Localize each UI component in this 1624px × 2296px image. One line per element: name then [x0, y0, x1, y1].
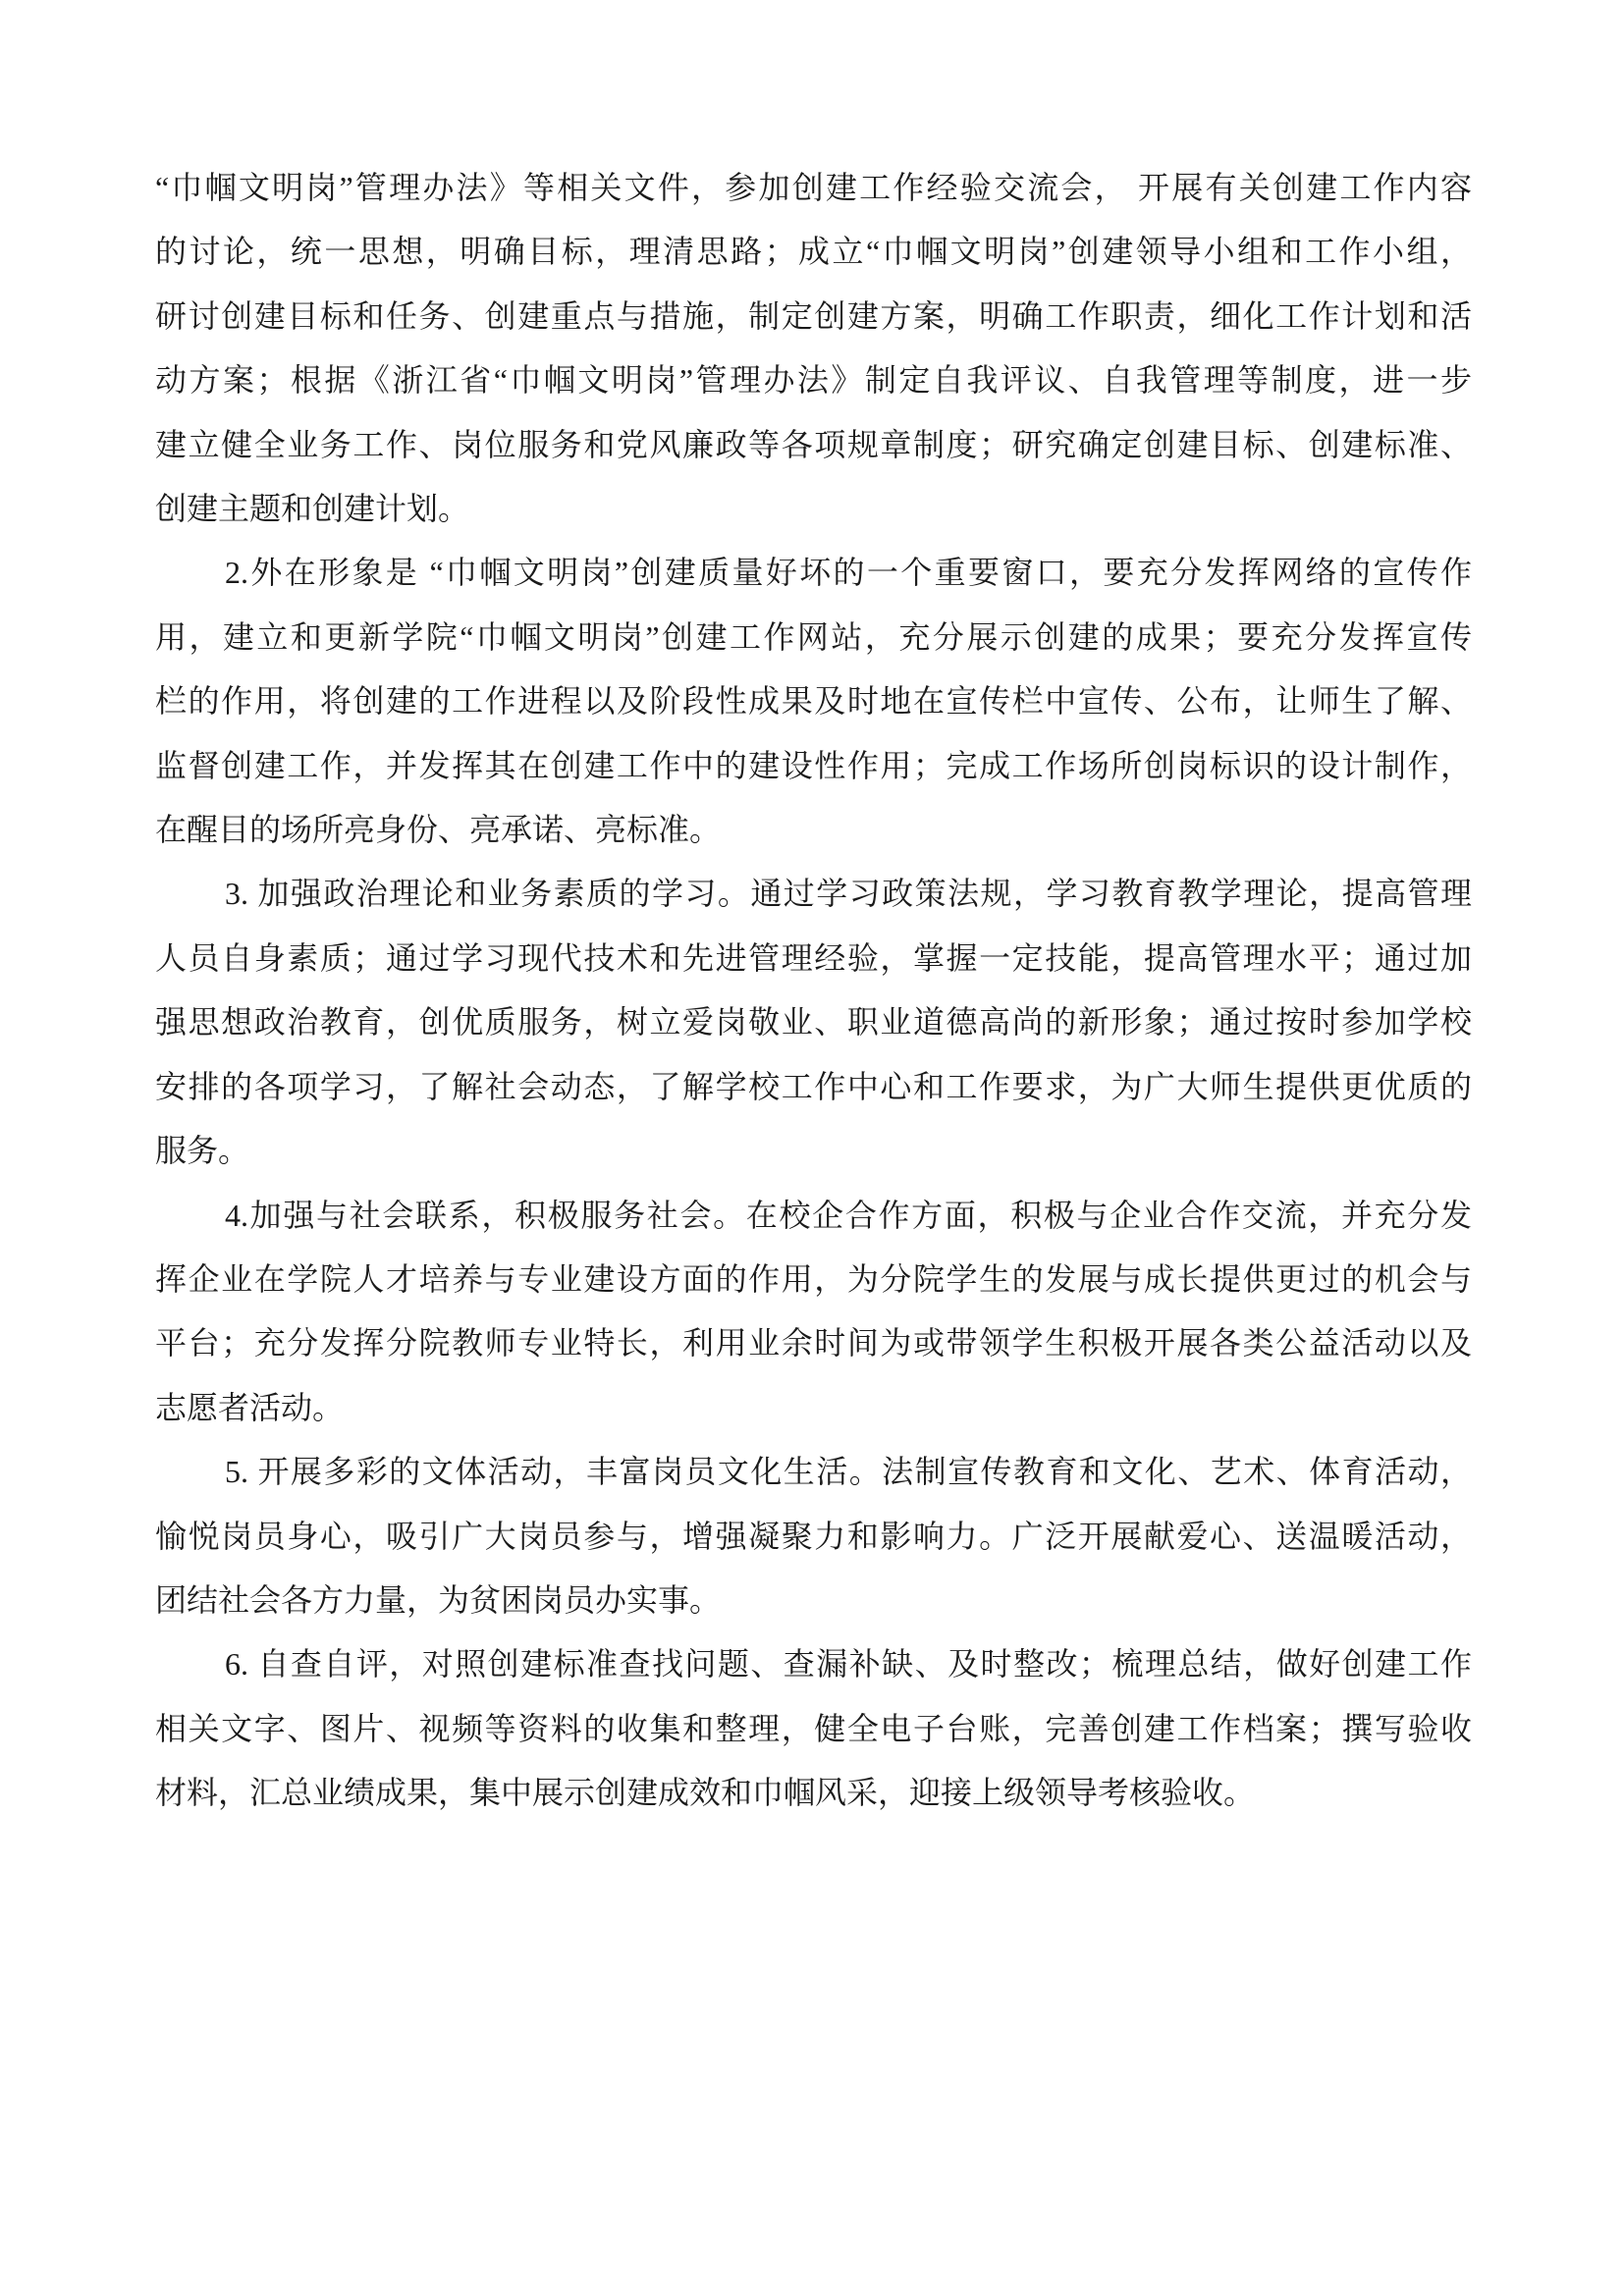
text-line: 动方案；根据《浙江省“巾帼文明岗”管理办法》制定自我评议、自我管理等制度，进一步	[155, 362, 1472, 399]
text-line: 2.外在形象是 “巾帼文明岗”创建质量好坏的一个重要窗口，要充分发挥网络的宣传作	[225, 555, 1472, 591]
text-line: 志愿者活动。	[155, 1389, 345, 1425]
text-line: 3. 加强政治理论和业务素质的学习。通过学习政策法规，学习教育教学理论，提高管理	[225, 876, 1472, 912]
text-line: 在醒目的场所亮身份、亮承诺、亮标准。	[155, 812, 722, 848]
document-body	[155, 156, 1472, 1826]
text-line: 用，建立和更新学院“巾帼文明岗”创建工作网站，充分展示创建的成果；要充分发挥宣传	[155, 618, 1472, 655]
text-line: 6. 自查自评，对照创建标准查找问题、查漏补缺、及时整改；梳理总结，做好创建工作	[225, 1646, 1472, 1682]
text-line: 研讨创建目标和任务、创建重点与措施，制定创建方案，明确工作职责，细化工作计划和活	[155, 297, 1472, 334]
paragraph	[155, 1184, 1472, 1441]
paragraph	[155, 156, 1472, 541]
text-line: 人员自身素质；通过学习现代技术和先进管理经验，掌握一定技能，提高管理水平；通过加	[155, 939, 1472, 976]
text-line: 安排的各项学习，了解社会动态，了解学校工作中心和工作要求，为广大师生提供更优质的	[155, 1068, 1472, 1104]
text-line: 创建主题和创建计划。	[155, 491, 470, 527]
paragraph	[155, 541, 1472, 862]
paragraph	[155, 862, 1472, 1183]
text-line: 栏的作用，将创建的工作进程以及阶段性成果及时地在宣传栏中宣传、公布，让师生了解、	[155, 683, 1472, 720]
text-line: 的讨论，统一思想，明确目标，理清思路；成立“巾帼文明岗”创建领导小组和工作小组，	[155, 234, 1472, 270]
text-line: 团结社会各方力量，为贫困岗员办实事。	[155, 1581, 722, 1618]
text-line: 材料，汇总业绩成果，集中展示创建成效和巾帼风采，迎接上级领导考核验收。	[155, 1775, 1256, 1811]
paragraph	[155, 1440, 1472, 1632]
text-line: 愉悦岗员身心，吸引广大岗员参与，增强凝聚力和影响力。广泛开展献爱心、送温暖活动，	[155, 1518, 1472, 1554]
text-line: “巾帼文明岗”管理办法》等相关文件，参加创建工作经验交流会， 开展有关创建工作内容	[155, 170, 1472, 205]
text-line: 4.加强与社会联系，积极服务社会。在校企合作方面，积极与企业合作交流，并充分发	[225, 1197, 1472, 1233]
text-line: 服务。	[155, 1133, 250, 1169]
text-line: 挥企业在学院人才培养与专业建设方面的作用，为分院学生的发展与成长提供更过的机会与	[155, 1260, 1472, 1297]
text-line: 建立健全业务工作、岗位服务和党风廉政等各项规章制度；研究确定创建目标、创建标准、	[155, 426, 1472, 462]
text-line: 5. 开展多彩的文体活动，丰富岗员文化生活。法制宣传教育和文化、艺术、体育活动，	[225, 1454, 1472, 1490]
text-line: 监督创建工作，并发挥其在创建工作中的建设性作用；完成工作场所创岗标识的设计制作，	[155, 747, 1472, 783]
text-line: 强思想政治教育，创优质服务，树立爱岗敬业、职业道德高尚的新形象；通过按时参加学校	[155, 1004, 1472, 1041]
paragraph	[155, 1632, 1472, 1825]
text-line: 相关文字、图片、视频等资料的收集和整理，健全电子台账，完善创建工作档案；撰写验收	[155, 1710, 1472, 1746]
text-line: 平台；充分发挥分院教师专业特长，利用业余时间为或带领学生积极开展各类公益活动以及	[155, 1325, 1472, 1362]
